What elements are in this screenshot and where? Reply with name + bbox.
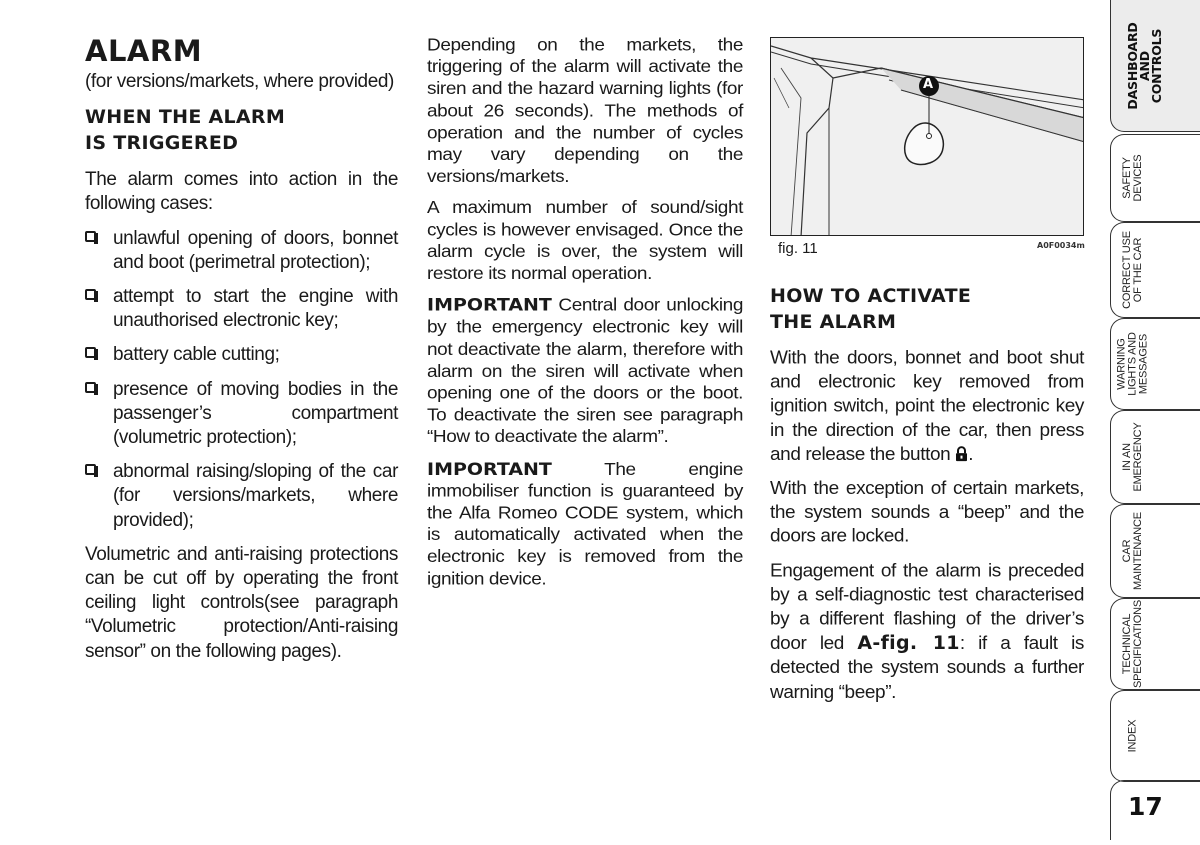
activate-paragraph [770, 347, 1084, 467]
tab-correct-use[interactable] [1110, 222, 1200, 318]
tab-car-maintenance[interactable] [1110, 504, 1200, 598]
outro-paragraph: Volumetric and anti-raising protections can be cut off by operating the front ceiling light controls(see paragraph “Volumetric protection/Anti-raising sensor” on the following pages). [85, 543, 398, 662]
list-item [85, 460, 398, 533]
column-2 [427, 35, 743, 600]
door-illustration [771, 38, 1084, 236]
checkbox-bullet-icon [85, 231, 96, 242]
important-note-1 [427, 295, 743, 450]
selftest-text-a: Engagement of the alarm is preceded by a self-diagnostic test characterised by a different flashing of the driver’s door led [770, 560, 1084, 655]
activate-text: With the doors, bonnet and boot shut and electronic key removed from ignition switch, point the electronic key in the direction of the car, then press and release the button [770, 347, 1084, 465]
tab-label: CORRECT USE OF THE CAR [1121, 231, 1144, 309]
lock-icon [955, 446, 968, 462]
tab-label: DASHBOARD AND CONTROLS [1125, 21, 1164, 110]
tab-label: TECHNICAL SPECIFICATIONS [1121, 599, 1144, 689]
important-text: Central door unlocking by the emergency electronic key will not deactivate the alarm, therefore with alarm on the siren will activate when opening one of the doors or the boot. To deactivate the siren see paragraph “How to deactivate the alarm”. [427, 296, 743, 448]
list-item [85, 378, 398, 451]
heading-line-1: WHEN THE ALARM [85, 106, 286, 129]
tab-label: WARNING LIGHTS AND MESSAGES [1115, 332, 1150, 396]
checkbox-bullet-icon [85, 289, 96, 300]
tab-label: SAFETY DEVICES [1121, 154, 1144, 202]
tab-label: IN AN EMERGENCY [1121, 422, 1144, 492]
column-1 [85, 34, 398, 674]
figure-reference: A-fig. 11 [857, 632, 960, 655]
list-item [85, 227, 398, 275]
figure-code: A0F0034m [1037, 241, 1085, 250]
column-3 [770, 283, 1084, 715]
heading-line-1: HOW TO ACTIVATE [770, 284, 972, 307]
list-item [85, 343, 398, 367]
heading-line-2: THE ALARM [770, 310, 897, 333]
tab-label: INDEX [1126, 719, 1139, 753]
list-item-text: presence of moving bodies in the passenger’s compartment (volumetric protection); [113, 378, 398, 449]
page-subtitle: (for versions/markets, where provided) [85, 71, 394, 92]
list-item-text: attempt to start the engine with unauthorised electronic key; [113, 286, 398, 332]
important-note-2 [427, 458, 743, 591]
tab-index[interactable] [1110, 690, 1200, 782]
tab-label: CAR MAINTENANCE [1121, 512, 1144, 590]
selftest-text-b: : if a fault is detected the system sounds a further warning “beep”. [770, 633, 1084, 703]
section-heading-triggered [85, 104, 398, 156]
list-item-text: unlawful opening of doors, bonnet and boot (perimetral protection); [113, 227, 398, 273]
tab-dashboard-and-controls[interactable] [1110, 0, 1200, 132]
tab-safety-devices[interactable] [1110, 134, 1200, 222]
figure-door-led [770, 37, 1084, 236]
heading-line-2: IS TRIGGERED [85, 132, 239, 155]
intro-paragraph: The alarm comes into action in the following cases: [85, 169, 398, 215]
page-title: ALARM [85, 34, 203, 68]
important-label: IMPORTANT [427, 295, 552, 316]
tab-technical-specifications[interactable] [1110, 598, 1200, 690]
tab-warning-lights[interactable] [1110, 318, 1200, 410]
checkbox-bullet-icon [85, 464, 96, 475]
chapter-tabs [1110, 0, 1200, 845]
checkbox-bullet-icon [85, 347, 96, 358]
checkbox-bullet-icon [85, 382, 96, 393]
list-item-text: abnormal raising/sloping of the car (for versions/markets, where provided); [113, 461, 398, 531]
activate-text-end: . [968, 444, 974, 465]
siren-paragraph: Depending on the markets, the triggering of the alarm will activate the siren and the hazard warning lights (for about 26 seconds). The methods of operation and the number of cycles may vary depending on the versions/markets. [427, 35, 743, 187]
cycles-paragraph: A maximum number of sound/sight cycles is however envisaged. Once the alarm cycle is over, the system will restore its normal operation. [427, 198, 743, 284]
important-label: IMPORTANT [427, 459, 552, 480]
beep-paragraph: With the exception of certain markets, the system sounds a “beep” and the doors are locked. [770, 478, 1084, 548]
tab-in-an-emergency[interactable] [1110, 410, 1200, 504]
figure-caption: fig. 11 [778, 240, 818, 257]
list-item [85, 285, 398, 333]
page-number: 17 [1128, 792, 1163, 821]
list-item-text: battery cable cutting; [113, 344, 280, 366]
figure-marker-label: A [923, 77, 934, 92]
trigger-cases-list [85, 227, 398, 533]
section-heading-activate [770, 283, 1084, 335]
selftest-paragraph [770, 559, 1084, 704]
important-text: The engine immobiliser function is guaranteed by the Alfa Romeo CODE system, which is automatically activated when the electronic key is removed from the ignition device. [427, 460, 743, 589]
